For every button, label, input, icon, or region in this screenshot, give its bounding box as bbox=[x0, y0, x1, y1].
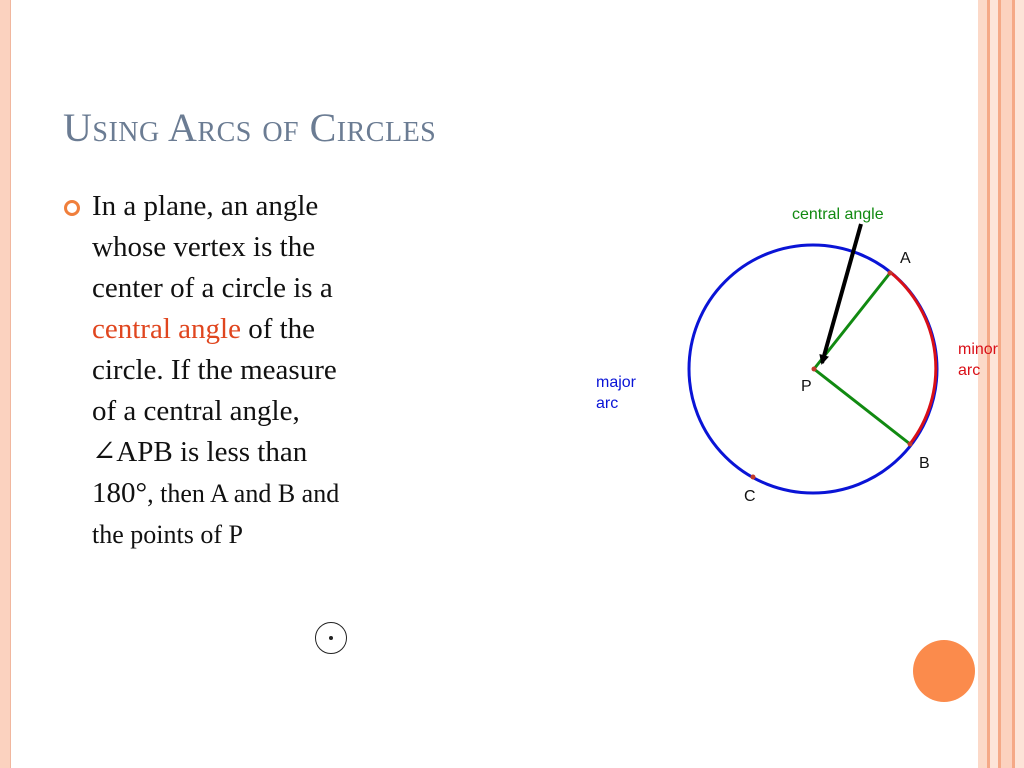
point-c-label: C bbox=[744, 488, 756, 505]
minor-arc-label bbox=[958, 339, 998, 381]
minor-arc-label-line: arc bbox=[958, 362, 981, 379]
bullet-line: of a central angle, bbox=[92, 395, 300, 427]
central-angle-label: central angle bbox=[792, 206, 884, 223]
point-b-label: B bbox=[919, 455, 930, 472]
point-p-label: P bbox=[801, 378, 812, 395]
radius-pb bbox=[814, 369, 910, 444]
point-a-label: A bbox=[900, 250, 911, 267]
central-angle-term: central angle bbox=[92, 313, 241, 345]
point-p bbox=[812, 367, 817, 372]
degree-value: 180° bbox=[92, 477, 148, 509]
major-arc-label-line: major bbox=[596, 374, 637, 391]
minor-arc bbox=[890, 272, 936, 444]
bullet-line: center of a circle is a bbox=[92, 272, 333, 304]
bullet-line: ∠APB is less than bbox=[92, 436, 308, 468]
major-arc-label-line: arc bbox=[596, 395, 619, 412]
bullet-line: In a plane, an angle bbox=[92, 190, 319, 222]
bullet-line: the points of P bbox=[92, 520, 243, 549]
bullet-line: circle. If the measure bbox=[92, 354, 337, 386]
slide-title: Using Arcs of Circles bbox=[63, 105, 437, 150]
bullet-line: whose vertex is the bbox=[92, 231, 316, 263]
point-b bbox=[908, 442, 913, 447]
major-arc-label bbox=[596, 372, 636, 414]
minor-arc-label-line: minor bbox=[958, 341, 999, 358]
point-c bbox=[751, 475, 756, 480]
point-a bbox=[888, 271, 893, 276]
bullet-line-rest: of the bbox=[240, 313, 316, 345]
bullet-line-rest: , then A and B and bbox=[147, 479, 340, 508]
